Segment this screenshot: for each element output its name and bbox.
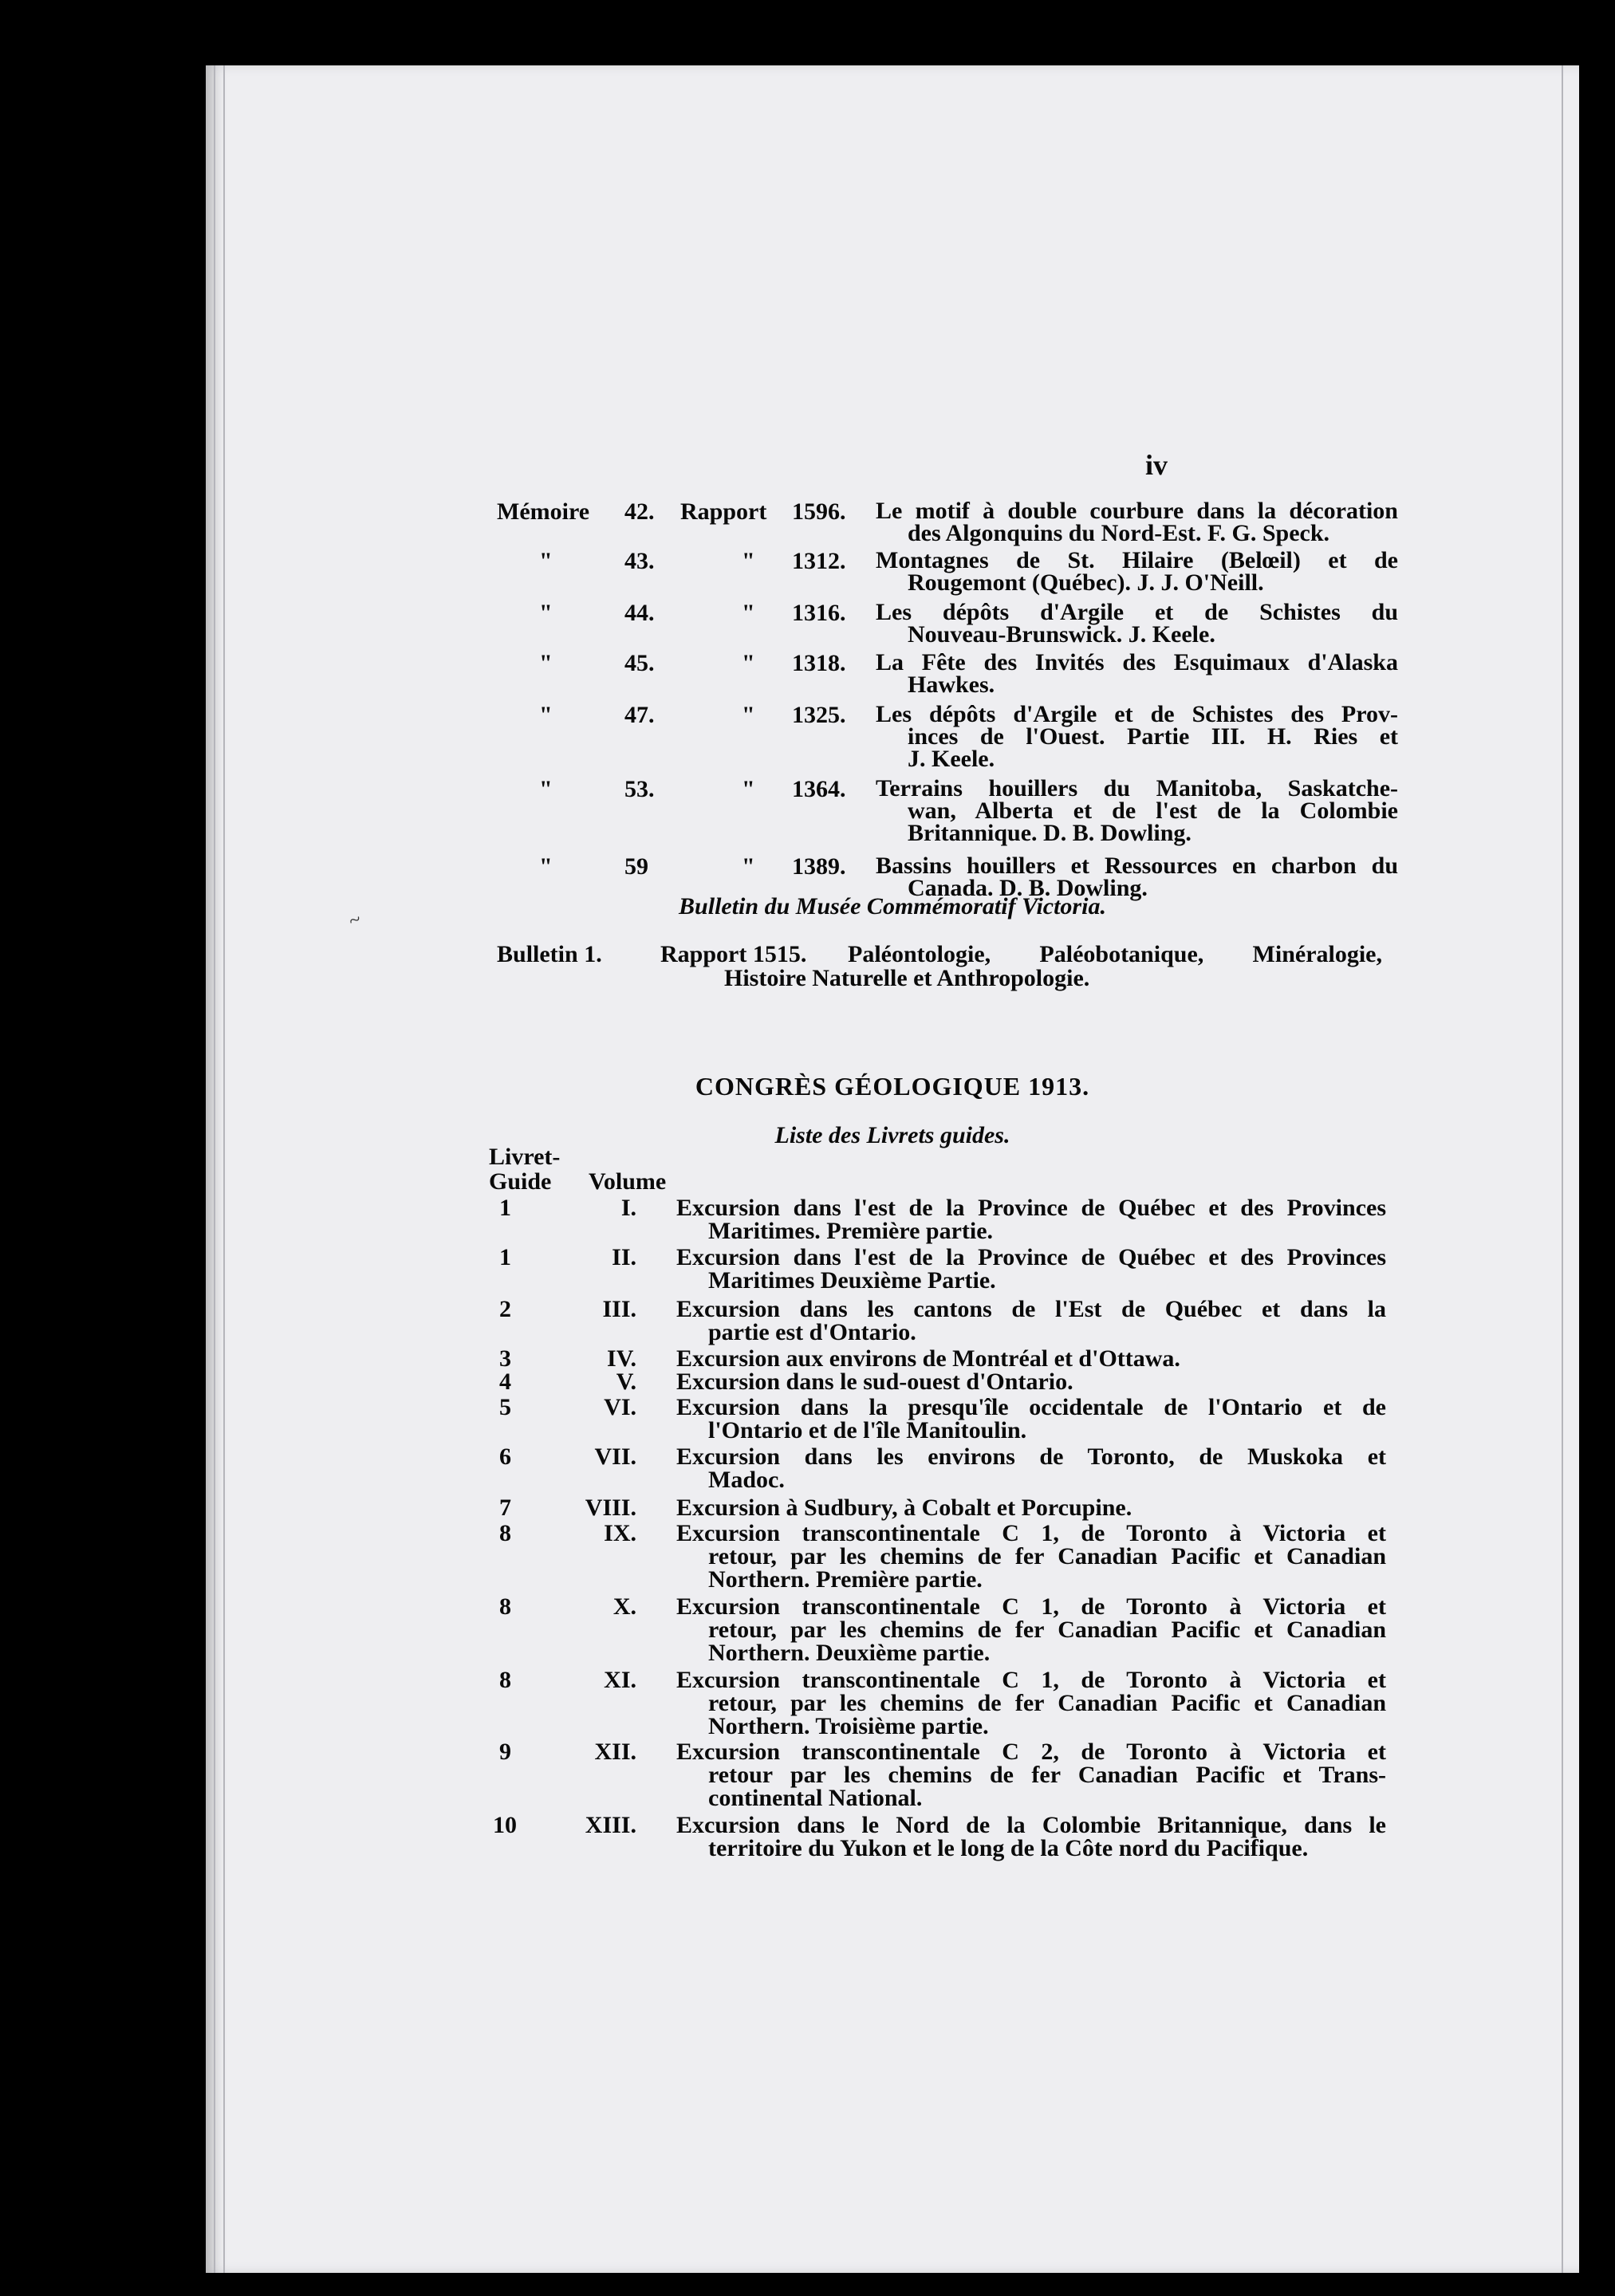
guide-text: [676, 1196, 1386, 1243]
memoire-line: Hawkes.: [908, 671, 995, 698]
livret-number: 9: [499, 1739, 511, 1765]
memoire-line: inces de l'Ouest. Partie III. H. Ries et: [908, 723, 1398, 750]
bulletin-line: Paléontologie, Paléobotanique, Minéralogie,: [848, 941, 1382, 967]
volume-number: V.: [616, 1369, 636, 1395]
livret-number: 8: [499, 1593, 511, 1620]
livrets-heading: Liste des Livrets guides.: [774, 1122, 1010, 1148]
rapport-label: Rapport: [680, 498, 767, 525]
memoire-line: Bassins houillers et Ressources en charbon du: [876, 853, 1398, 879]
bulletin-line: Histoire Naturelle et Anthropologie.: [724, 965, 1090, 991]
memoire-number: 44.: [624, 600, 655, 626]
guide-line: partie est d'Ontario.: [708, 1319, 916, 1345]
rapport-label: ": [742, 853, 755, 880]
guide-line: Excursion dans le Nord de la Colombie Britannique, dans le: [676, 1812, 1386, 1838]
memoire-line: La Fête des Invités des Esquimaux d'Alaska: [876, 649, 1398, 675]
volume-number: XII.: [594, 1739, 636, 1765]
memoire-number: 45.: [624, 650, 655, 676]
memoire-label: ": [539, 702, 553, 728]
rapport-label: ": [742, 650, 755, 676]
livret-number: 10: [493, 1812, 517, 1838]
volume-number: IV.: [607, 1345, 636, 1372]
guide-line: Excursion dans les cantons de l'Est de Québec et dans la: [676, 1296, 1386, 1322]
column-header-volume: Volume: [589, 1168, 667, 1195]
memoire-text: [876, 601, 1398, 646]
livret-number: 5: [499, 1394, 511, 1420]
memoire-line: J. Keele.: [908, 746, 995, 772]
guide-line: Maritimes Deuxième Partie.: [708, 1267, 996, 1294]
memoire-line: Le motif à double courbure dans la décoration: [876, 498, 1398, 524]
rapport-label: ": [742, 776, 755, 802]
memoire-number: 43.: [624, 548, 655, 574]
volume-number: IX.: [604, 1520, 636, 1546]
memoire-label: ": [539, 600, 553, 626]
guide-line: Excursion transcontinentale C 2, de Toronto à Victoria et: [676, 1739, 1386, 1765]
memoire-label: ": [539, 853, 553, 880]
memoire-label: ": [539, 776, 553, 802]
guide-line: Excursion dans les environs de Toronto, de Muskoka et: [676, 1443, 1386, 1470]
guide-line: Northern. Deuxième partie.: [708, 1640, 991, 1666]
book-page: [206, 65, 1579, 2273]
guide-line: Northern. Première partie.: [708, 1566, 983, 1593]
memoire-line: des Algonquins du Nord-Est. F. G. Speck.: [908, 520, 1330, 546]
livret-number: 3: [499, 1345, 511, 1372]
guide-line: retour par les chemins de fer Canadian Pacific et Trans-: [708, 1762, 1386, 1788]
rapport-number: 1316.: [792, 600, 846, 626]
memoire-line: wan, Alberta et de l'est de la Colombie: [908, 797, 1398, 824]
column-header-livret: Livret-: [489, 1144, 561, 1170]
memoire-line: Les dépôts d'Argile et de Schistes des Prov-: [876, 701, 1398, 727]
memoire-line: Nouveau-Brunswick. J. Keele.: [908, 621, 1215, 648]
guide-line: Northern. Troisième partie.: [708, 1713, 989, 1739]
memoire-number: 47.: [624, 702, 655, 728]
rapport-label: ": [742, 548, 755, 574]
guide-text: [676, 1298, 1386, 1344]
rapport-number: 1318.: [792, 650, 846, 676]
guide-line: Excursion dans l'est de la Province de Québec et des Provinces: [676, 1195, 1386, 1221]
livret-number: 8: [499, 1667, 511, 1693]
volume-number: II.: [612, 1244, 636, 1270]
guide-line: Excursion aux environs de Montréal et d'Ottawa.: [676, 1345, 1180, 1372]
memoire-text: [876, 649, 1398, 698]
guide-line: Excursion dans la presqu'île occidentale de l'Ontario et de: [676, 1394, 1386, 1420]
rapport-label: ": [742, 600, 755, 626]
memoire-text: [876, 703, 1398, 770]
memoire-label: Mémoire: [497, 498, 590, 525]
livret-number: 7: [499, 1495, 511, 1521]
memoire-number: 42.: [624, 498, 655, 525]
bulletin-rapport: Rapport 1515.: [660, 941, 807, 967]
rapport-number: 1325.: [792, 702, 846, 728]
memoire-line: Britannique. D. B. Dowling.: [908, 820, 1192, 846]
memoire-text: [876, 549, 1398, 594]
guide-text: [676, 1522, 1386, 1591]
guide-text: [676, 1668, 1386, 1738]
memoire-number: 53.: [624, 776, 655, 802]
guide-line: Excursion transcontinentale C 1, de Toronto à Victoria et: [676, 1520, 1386, 1546]
memoire-text: [876, 500, 1398, 545]
guide-line: l'Ontario et de l'île Manitoulin.: [708, 1417, 1027, 1443]
guide-text: [676, 1370, 1386, 1393]
page-edge-line: [214, 65, 215, 2273]
guide-text: [676, 1496, 1386, 1519]
volume-number: VI.: [604, 1394, 636, 1420]
guide-text: [676, 1396, 1386, 1442]
memoire-label: ": [539, 650, 553, 676]
guide-text: [676, 1246, 1386, 1292]
memoire-line: Rougemont (Québec). J. J. O'Neill.: [908, 569, 1264, 596]
page-edge-line: [1562, 65, 1563, 2273]
livret-number: 2: [499, 1296, 511, 1322]
guide-text: [676, 1347, 1386, 1370]
congres-heading: CONGRÈS GÉOLOGIQUE 1913.: [695, 1072, 1090, 1101]
guide-line: Excursion dans le sud-ouest d'Ontario.: [676, 1369, 1073, 1395]
margin-mark: ~: [345, 907, 364, 933]
bulletin-heading: Bulletin du Musée Commémoratif Victoria.: [679, 893, 1106, 920]
volume-number: VIII.: [585, 1495, 636, 1521]
guide-line: Maritimes. Première partie.: [708, 1218, 994, 1244]
volume-number: I.: [620, 1195, 636, 1221]
guide-line: Excursion transcontinentale C 1, de Toronto à Victoria et: [676, 1593, 1386, 1620]
guide-text: [676, 1814, 1386, 1860]
livret-number: 6: [499, 1443, 511, 1470]
bulletin-label: Bulletin 1.: [497, 941, 602, 967]
guide-line: Madoc.: [708, 1467, 785, 1493]
column-header-guide: Guide: [489, 1168, 552, 1195]
page-edge-line: [223, 65, 225, 2273]
volume-number: XIII.: [585, 1812, 636, 1838]
volume-number: X.: [613, 1593, 636, 1620]
memoire-label: ": [539, 548, 553, 574]
guide-line: Excursion transcontinentale C 1, de Toronto à Victoria et: [676, 1667, 1386, 1693]
volume-number: XI.: [604, 1667, 636, 1693]
volume-number: III.: [602, 1296, 636, 1322]
rapport-number: 1596.: [792, 498, 846, 525]
livret-number: 4: [499, 1369, 511, 1395]
guide-line: territoire du Yukon et le long de la Côte nord du Pacifique.: [708, 1835, 1309, 1861]
memoire-line: Terrains houillers du Manitoba, Saskatche-: [876, 775, 1398, 801]
guide-line: Excursion dans l'est de la Province de Québec et des Provinces: [676, 1244, 1386, 1270]
guide-line: retour, par les chemins de fer Canadian Pacific et Canadian: [708, 1543, 1386, 1569]
rapport-number: 1364.: [792, 776, 846, 802]
rapport-number: 1312.: [792, 548, 846, 574]
memoire-line: Canada. D. B. Dowling.: [908, 875, 1148, 901]
memoire-text: [876, 775, 1398, 846]
rapport-label: ": [742, 702, 755, 728]
guide-text: [676, 1740, 1386, 1810]
guide-text: [676, 1595, 1386, 1664]
livret-number: 1: [499, 1244, 511, 1270]
guide-line: retour, par les chemins de fer Canadian Pacific et Canadian: [708, 1617, 1386, 1643]
livret-number: 1: [499, 1195, 511, 1221]
guide-line: retour, par les chemins de fer Canadian Pacific et Canadian: [708, 1690, 1386, 1716]
memoire-line: Les dépôts d'Argile et de Schistes du: [876, 599, 1398, 625]
guide-line: continental National.: [708, 1785, 923, 1811]
rapport-number: 1389.: [792, 853, 846, 880]
guide-line: Excursion à Sudbury, à Cobalt et Porcupine.: [676, 1495, 1132, 1521]
memoire-number: 59: [624, 853, 648, 880]
livret-number: 8: [499, 1520, 511, 1546]
page-number: iv: [1145, 449, 1168, 481]
memoire-line: Montagnes de St. Hilaire (Belœil) et de: [876, 547, 1398, 573]
guide-text: [676, 1445, 1386, 1491]
volume-number: VII.: [594, 1443, 636, 1470]
